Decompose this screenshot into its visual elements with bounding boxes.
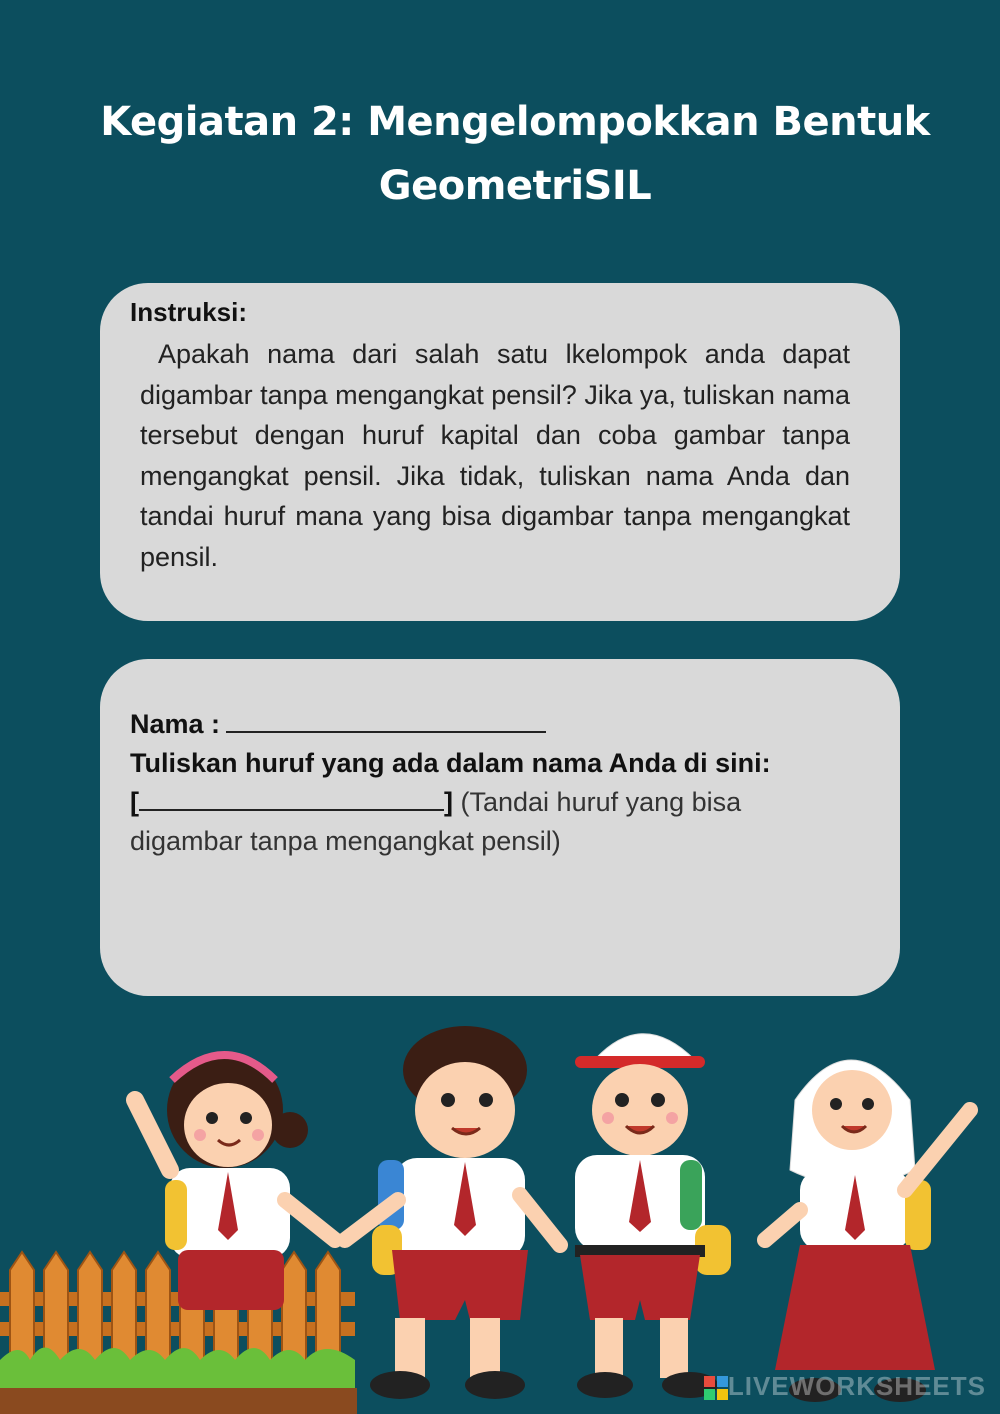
name-blank-field[interactable] xyxy=(226,709,546,733)
student-boy-2 xyxy=(575,1034,731,1398)
name-label: Nama : xyxy=(130,709,221,739)
children-illustration xyxy=(0,1000,1000,1414)
instructions-body: Apakah nama dari salah satu lkelompok anda dapat digambar tanpa mengangkat pensil? Jika ya, tuliskan nama tersebut dengan huruf kapital dan coba gambar tanpa mengangkat pensil. Jika tidak, tuliskan nama Anda dan tandai huruf mana yang bisa digambar tanpa mengangkat pensil. xyxy=(140,339,850,572)
page-title xyxy=(100,90,930,218)
name-row xyxy=(130,705,860,744)
letters-row xyxy=(130,783,860,861)
bracket-open: [ xyxy=(130,787,139,817)
letters-label: Tuliskan huruf yang ada dalam nama Anda di sini: xyxy=(130,748,771,778)
instructions-heading: Instruksi: xyxy=(130,297,248,327)
watermark: LIVEWORKSHEETS xyxy=(727,1371,986,1401)
page-title-line-2: GeometriSIL xyxy=(378,163,652,209)
letters-blank-field[interactable] xyxy=(139,787,444,811)
liveworksheets-logo-icon xyxy=(704,1376,728,1400)
bracket-close: ] xyxy=(444,787,453,817)
page-title-line-1: Kegiatan 2: Mengelompokkan Bentuk xyxy=(100,99,930,145)
answer-card xyxy=(100,659,900,996)
mark-note: (Tandai huruf yang bisa digambar tanpa mengangkat pensil) xyxy=(130,787,742,856)
student-girl-2 xyxy=(765,1060,970,1402)
instructions-card xyxy=(100,283,900,621)
student-boy-1 xyxy=(345,1026,560,1399)
